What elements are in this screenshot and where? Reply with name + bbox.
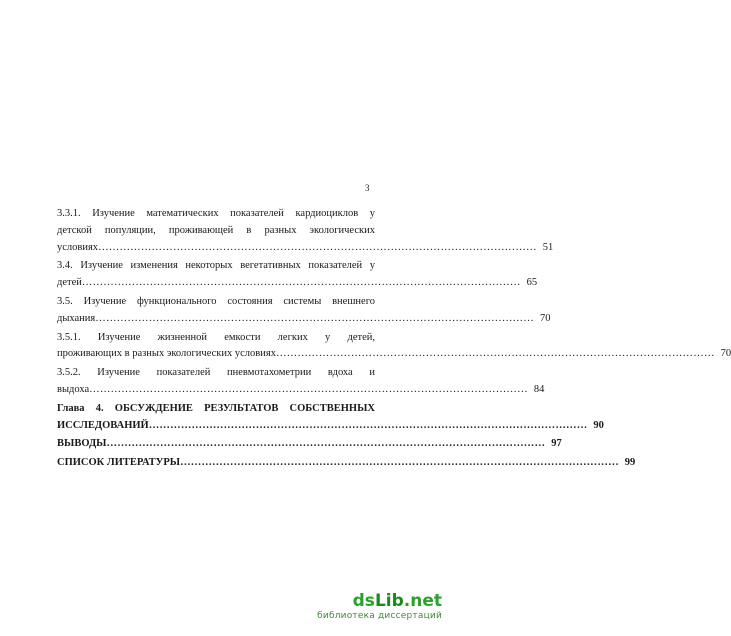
toc-page-number: 97	[551, 438, 562, 450]
dot-leader: ……………………………………………………………………………………………………………	[106, 438, 546, 450]
dot-leader: ……………………………………………………………………………………………………………	[275, 348, 715, 360]
toc-entry-title: проживающих в разных экологических условиях	[57, 348, 276, 360]
toc-entry	[57, 206, 554, 256]
toc-entry-title: дыхания	[57, 312, 96, 324]
dot-leader: ……………………………………………………………………………………………………………	[98, 241, 537, 253]
dot-leader: ……………………………………………………………………………………………………………	[89, 383, 528, 395]
toc-entry-line: 3.5.2. Изучение показателей пневмотахометрии вдоха и	[57, 367, 375, 379]
toc-entry	[57, 258, 538, 292]
page-number: 3	[365, 183, 370, 193]
toc-entry	[57, 365, 545, 399]
toc-entry-line: детской популяции, проживающей в разных экологических	[57, 224, 375, 236]
toc-entry-title: СПИСОК ЛИТЕРАТУРЫ	[57, 457, 181, 469]
toc-entry-line: 3.5. Изучение функционального состояния системы внешнего	[57, 295, 375, 307]
toc-page-number: 51	[542, 241, 554, 253]
toc-page-number: 65	[526, 277, 538, 289]
dot-leader: ……………………………………………………………………………………………………………	[148, 419, 588, 431]
toc-entry	[57, 436, 562, 453]
logo-net: .net	[403, 591, 442, 611]
toc-entry-title: ВЫВОДЫ	[57, 438, 107, 450]
toc-page-number: 70	[720, 348, 731, 360]
logo-lib: Lib	[374, 591, 404, 611]
toc-entry-line: 3.5.1. Изучение жизненной емкости легких у детей,	[57, 331, 375, 343]
dslib-subtitle: библиотека диссертаций	[317, 611, 442, 621]
toc-entry	[57, 455, 636, 472]
toc-entry	[57, 330, 731, 364]
toc-entry-title: выдоха	[57, 383, 90, 395]
toc-entry-line: Глава 4. ОБСУЖДЕНИЕ РЕЗУЛЬТАТОВ СОБСТВЕННЫХ	[57, 402, 375, 414]
table-of-contents	[57, 206, 731, 472]
toc-entry-title: условиях	[57, 241, 99, 253]
dslib-watermark[interactable]	[292, 592, 442, 621]
toc-entry-title: детей	[57, 277, 82, 289]
toc-entry-line: 3.3.1. Изучение математических показателей кардиоциклов у	[57, 208, 375, 219]
dot-leader: ……………………………………………………………………………………………………………	[81, 277, 521, 289]
toc-page-number: 70	[539, 312, 551, 324]
toc-page-number: 99	[624, 457, 636, 469]
dslib-logo	[292, 592, 442, 610]
toc-entry-title: ИССЛЕДОВАНИЙ	[57, 419, 149, 431]
toc-page-number: 90	[593, 419, 604, 431]
logo-ds: ds	[352, 591, 375, 611]
dot-leader: ……………………………………………………………………………………………………………	[95, 312, 534, 324]
toc-entry-line: 3.4. Изучение изменения некоторых вегетативных показателей у	[57, 260, 375, 272]
toc-entry	[57, 401, 604, 435]
toc-page-number: 84	[533, 383, 545, 395]
toc-entry	[57, 294, 551, 328]
dot-leader: ……………………………………………………………………………………………………………	[180, 457, 619, 469]
